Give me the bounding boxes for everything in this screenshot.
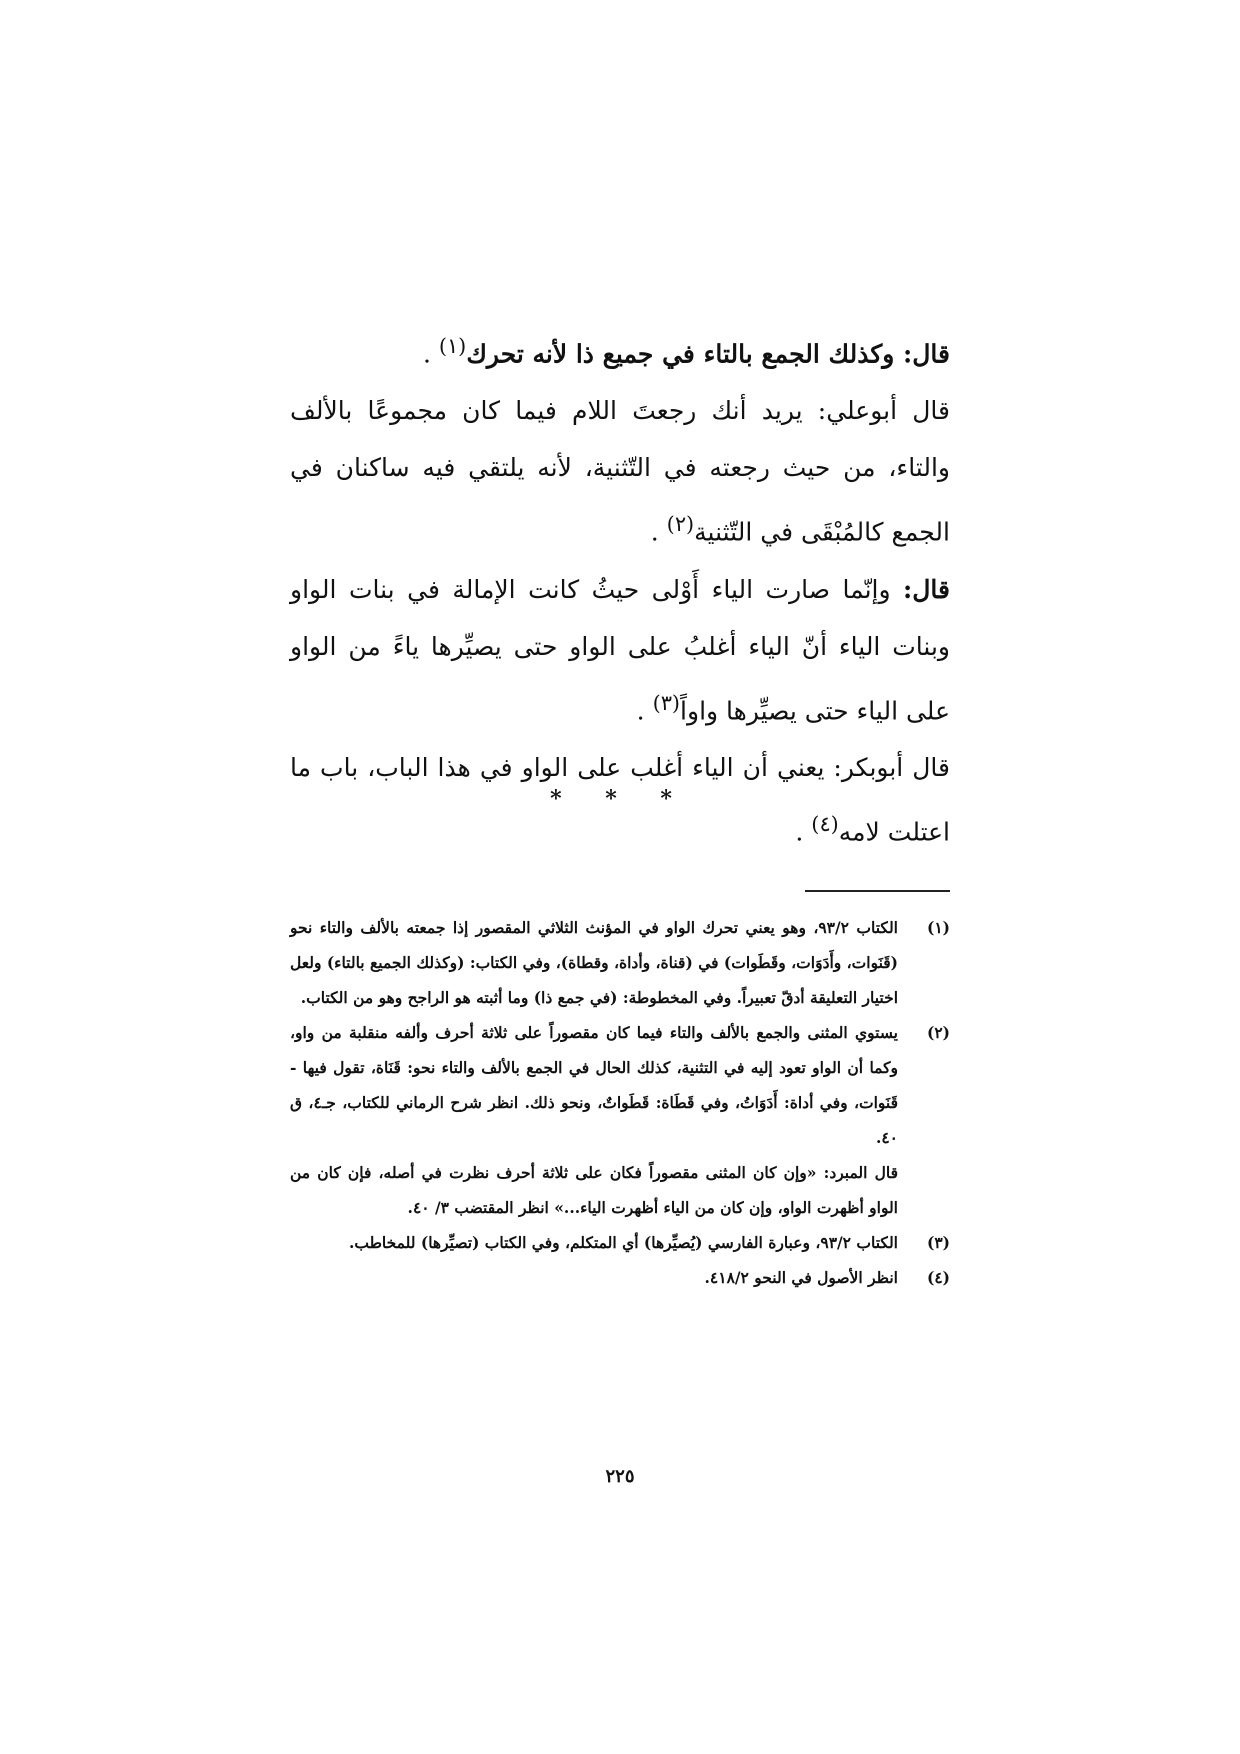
commentary-text: قال أبوبكر: يعني أن الياء أغلب على الواو في هذا الباب، باب ما اعتلت لامه [290,752,950,847]
footnotes [290,910,950,1295]
footnote-2-continuation: قال المبرد: «وإن كان المثنى مقصوراً فكان على ثلاثة أحرف نظرت في أصله، فإن كان من الواو أظهرت الواو، وإن كان من الياء أظهرت الياء...» انظر المقتضب ٣/ ٤٠. [290,1163,898,1217]
footnote-marker: (٢) [666,512,695,537]
footnote-text: انظر الأصول في النحو ٤١٨/٢. [704,1268,898,1287]
main-text [290,318,950,860]
paragraph-1 [290,318,950,382]
sentence-end: . [422,339,439,369]
section-separator: * * * [550,786,690,812]
footnote-2 [290,1015,950,1155]
sentence-end: . [650,517,667,547]
quoted-text: وكذلك الجمع بالتاء في جميع ذا لأنه تحرك [466,339,904,369]
sentence-end: . [636,695,653,725]
commentary-text: قال أبوعلي: يريد أنك رجعتَ اللام فيما كان مجموعًا بالألف والتاء، من حيث رجعته في التّثنية، لأنه يلتقي فيه ساكنان في الجمع كالمُبْقَى في التّثنية [290,396,950,547]
footnote-text: الكتاب ٩٣/٢، وعبارة الفارسي (يُصيِّرها) أي المتكلم، وفي الكتاب (تصيِّرها) للمخاطب. [348,1233,898,1252]
footnote-marker: (١) [438,334,467,358]
footnote-text: الكتاب ٩٣/٢، وهو يعني تحرك الواو في المؤنث الثلاثي المقصور إذا جمعته بالألف والتاء نحو (قَنَوات، وأَدَوَات، وقَطَوات) في (قناة، وأداة، وقطاة)، وفي الكتاب: (وكذلك الجميع بالتاء) ولعل اختيار التعليقة أدقّ تعبيراً. وفي المخطوطة: (في جمع ذا) وما أثبته هو الراجح وهو من الكتاب. [290,918,898,1007]
footnote-number: (٢) [926,1023,950,1042]
sentence-end: . [795,817,812,847]
footnote-marker: (٤) [811,811,839,836]
footnote-4 [290,1260,950,1295]
quoted-text: وإنّما صارت الياء أَوْلى حيثُ كانت الإمالة في بنات الواو وبنات الياء أنّ الياء أغلبُ على الواو حتى يصيِّرها ياءً من الواو على الياء حتى يصيِّرها واواً [290,574,950,725]
footnote-3 [290,1225,950,1260]
footnote-number: (١) [926,918,950,937]
footnote-text: يستوي المثنى والجمع بالألف والتاء فيما كان مقصوراً على ثلاثة أحرف وألفه منقلبة من واو، وكما أن الواو تعود إليه في التثنية، كذلك الحال في الجمع بالألف والتاء نحو: قَنَاة، تقول فيها - قَنَوات، وفي أداة: أَدَوَاتُ، وفي قَطَاة: قَطَواتٌ، ونحو ذلك. انظر شرح الرماني للكتاب، جـ٤، ق ٤٠. [290,1023,898,1147]
paragraph-3 [290,561,950,739]
footnote-divider [805,890,950,892]
paragraph-2 [290,382,950,560]
footnote-number: (٤) [926,1268,950,1287]
footnote-1 [290,910,950,1015]
page-number: ٢٢٥ [605,1466,635,1487]
footnote-number: (٣) [926,1233,950,1252]
footnote-marker: (٣) [652,690,681,715]
speaker-label: قال: [903,339,950,369]
speaker-label: قال: [903,574,950,604]
